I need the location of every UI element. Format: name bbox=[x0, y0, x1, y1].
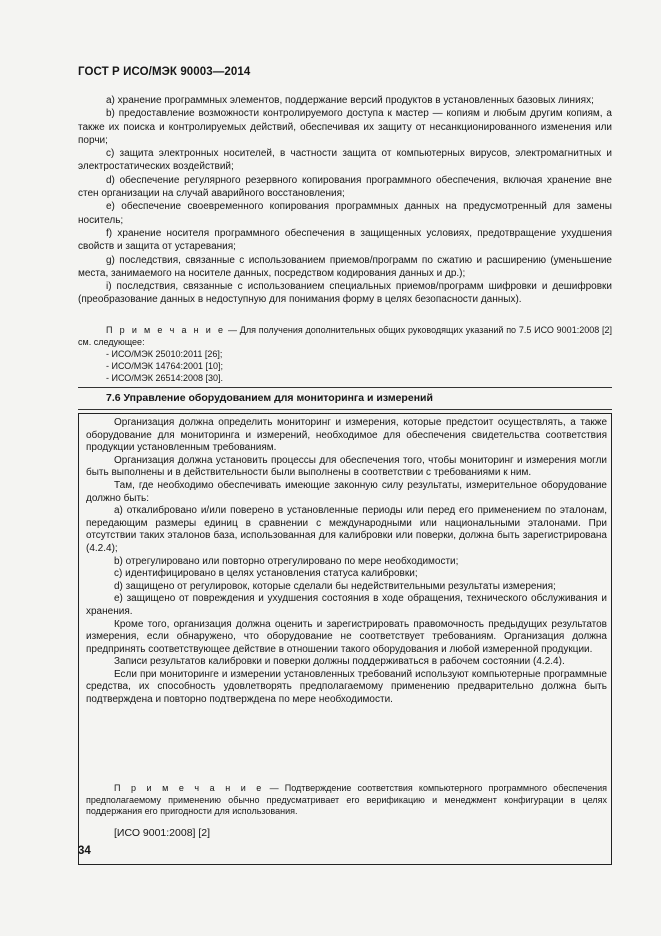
list-item-e: e) обеспечение своевременного копирования программных данных на предусмотренный для замены носитель; bbox=[78, 201, 612, 226]
box-list-item-a: a) откалибровано и/или поверено в установленные периоды или перед его применением по эталонам, передающим размеры единиц в сравнении с международными или национальными эталонами. При отсутствии таких эталонов база, использованная для калибровки или поверки, должна быть зарегистрирована (4.2.4); bbox=[86, 505, 607, 554]
note-1-text: — Для получения дополнительных общих руководящих указаний по 7.5 ИСО 9001:2008 [2] см. следующее: bbox=[78, 325, 613, 347]
list-top bbox=[78, 94, 612, 307]
list-item-d: d) обеспечение регулярного резервного копирования программного обеспечения, включая хранение вне стен организации на случай аварийного восстановления; bbox=[78, 174, 612, 200]
box-paragraph: Там, где необходимо обеспечивать имеющие законную силу результаты, измерительное оборудование должно быть: bbox=[86, 479, 607, 504]
ref-item: - ИСО/МЭК 25010:2011 [26]; bbox=[106, 349, 223, 359]
note-1-refs bbox=[78, 348, 612, 384]
box-list-item-d: d) защищено от регулировок, которые сделали бы недействительными результаты измерения; bbox=[114, 580, 556, 592]
note-1 bbox=[78, 324, 612, 384]
document-header: ГОСТ Р ИСО/МЭК 90003—2014 bbox=[78, 66, 251, 78]
list-item-c: c) защита электронных носителей, в частности защита от компьютерных вирусов, электромагнитных и электростатических воздействий; bbox=[78, 148, 612, 173]
citation: [ИСО 9001:2008] [2] bbox=[114, 827, 211, 839]
box-note bbox=[86, 783, 607, 818]
list-item-g: g) последствия, связанные с использованием приемов/программ по сжатию и расширению (уменьшение места, занимаемого на носителе данных, посредством кодирования данных и др.); bbox=[78, 254, 612, 279]
box-note-text: — Подтверждение соответствия компьютерного программного обеспечения предполагаемому применению обычно предусматривает его верификацию и менеджмент конфигурации в целях поддержания его пригодности для использования. bbox=[86, 783, 607, 817]
box-paragraph: Записи результатов калибровки и поверки должны поддерживаться в рабочем состоянии (4.2.4). bbox=[114, 656, 565, 668]
box-list-item-b: b) отрегулировано или повторно отрегулировано по мере необходимости; bbox=[114, 555, 459, 567]
box-paragraph: Организация должна определить мониторинг и измерения, которые предстоит осуществлять, а также оборудование для мониторинга и измерений, необходимое для обеспечения свидетельства соответствия продукции установленным требованиям. bbox=[86, 417, 607, 454]
box-paragraph: Если при мониторинге и измерении установленных требований используют компьютерные программные средства, их способность удовлетворять предполагаемому применению предварительно должна быть подтверждена и повторно подтверждена по мере необходимости. bbox=[86, 668, 607, 706]
note-1-label: П р и м е ч а н и е bbox=[106, 325, 226, 335]
ref-item: - ИСО/МЭК 26514:2008 [30]. bbox=[106, 373, 224, 383]
box-paragraph: Кроме того, организация должна оценить и зарегистрировать правомочность предыдущих результатов измерения, если обнаружено, что оборудование не соответствует требованиям. Организация должна предпринять соответствующее действие в отношении такого оборудования и любой измеренной продукции. bbox=[86, 618, 607, 655]
box-body bbox=[86, 417, 607, 707]
divider-top bbox=[78, 387, 612, 388]
list-item-i: i) последствия, связанные с использованием специальных приемов/программ шифровки и дешифровки (преобразование данных в недоступную для понимания форму в целях безопасности данных). bbox=[78, 281, 612, 306]
ref-item: - ИСО/МЭК 14764:2001 [10]; bbox=[106, 361, 224, 371]
list-item-a: a) хранение программных элементов, поддержание версий продуктов в установленных базовых линиях; bbox=[106, 95, 594, 106]
page-number: 34 bbox=[78, 845, 91, 857]
divider-bottom bbox=[78, 409, 612, 410]
box-list-item-c: c) идентифицировано в целях установления статуса калибровки; bbox=[114, 568, 418, 580]
section-heading: 7.6 Управление оборудованием для мониторинга и измерений bbox=[106, 392, 433, 404]
box-note-label: П р и м е ч а н и е bbox=[114, 783, 264, 793]
box-list-item-e: e) защищено от повреждения и ухудшения состояния в ходе обращения, технического обслуживания и хранения. bbox=[86, 593, 607, 617]
box-paragraph: Организация должна установить процессы для обеспечения того, чтобы мониторинг и измерения могли быть выполнены и в действительности были выполнены в соответствии с требованиями к ним. bbox=[86, 454, 607, 479]
list-item-f: f) хранение носителя программного обеспечения в защищенных условиях, предотвращение ухудшения свойств и защита от устаревания; bbox=[78, 227, 612, 253]
list-item-b: b) предоставление возможности контролируемого доступа к мастер — копиям и любым другим копиям, а также их поиска и контролируемых действий, обеспечивая их защиту от несанкционированного изменения или порчи; bbox=[78, 108, 612, 146]
